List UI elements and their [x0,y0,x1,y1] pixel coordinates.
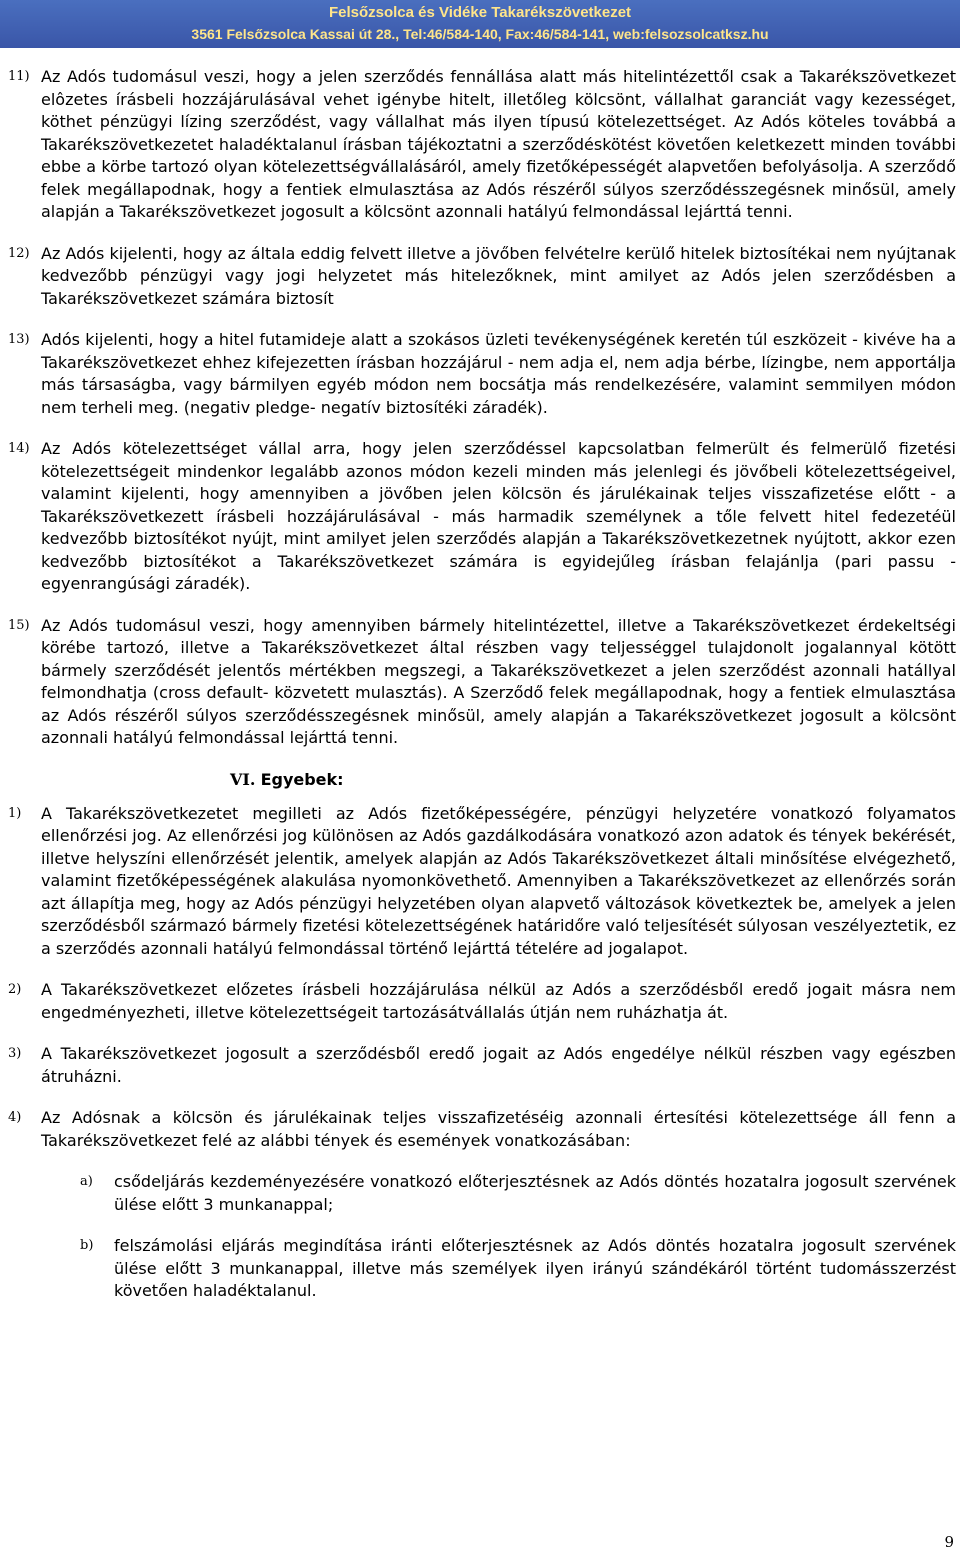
clause-14 [0,438,960,596]
clause-number: 4) [8,1110,22,1125]
clause-1 [0,803,960,961]
subitem-text: csődeljárás kezdeményezésére vonatkozó előterjesztésnek az Adós döntés hozatalra jogosult szervének ülése előtt 3 munkanappal; [114,1172,956,1214]
clause-number: 1) [8,805,22,821]
clause-13 [0,329,960,419]
organization-name: Felsőzsolca és Vidéke Takarékszövetkezet [328,4,632,21]
clause-15 [0,615,960,750]
clause-text: Az Adós tudomásul veszi, hogy a jelen szerződés fennállása alatt más hitelintézettől csak a Takarékszövetkezet elôzetes írásbeli hozzájárulásával vehet igénybe hitelt, illetőleg kölcsönt, vállalhat garanciát vagy kezességet, köthet pénzügyi lízing szerződést, vagy vállalhat más ilyen típusú kötelezettséget. Az Adós köteles továbbá a Takarékszövetkezetet haladéktalanul írásban tájékoztatni a szerződéskötést követően keletkezett minden további ebbe a körbe tartozó olyan kötelezettségvállalásáról, amely fizetőképességét alapvetően befolyásolja. A szerződő felek megállapodnak, hogy a fentiek elmulasztása az Adós részéről súlyos szerződésszegésnek minősül, amely alapján a Takarékszövetkezet jogosult a kölcsönt azonnali hatályú felmondással lejárttá tenni. [41,67,956,221]
clause-number: 2) [8,982,22,997]
subitem-letter: a) [80,1174,93,1189]
clause-number: 12) [8,245,30,261]
clause-text: A Takarékszövetkezet előzetes írásbeli hozzájárulása nélkül az Adós a szerződésből eredő jogait másra nem engedményezheti, illetve kötelezettségeit tartozásátvállalás útján nem ruházhatja át. [41,980,956,1022]
clause-number: 14) [8,441,30,456]
subitem-b [0,1235,960,1303]
section-title: Egyebek: [260,769,344,789]
clause-text: Az Adós tudomásul veszi, hogy amennyiben bármely hitelintézettel, illetve a Takarékszövetkezet érdekeltségi körébe tartozó, illetve a Takarékszövetkezet által részben vagy teljességgel tulajdonolt jogalannyal kötött bármely szerződését jelentős mértékben megszegi, a Takarékszövetkezet a jelen szerződést azonnali hatállyal felmondhatja (cross default- közvetett mulasztás). A Szerződő felek megállapodnak, hogy a fentiek elmulasztása az Adós részéről súlyos szerződésszegésnek minősül, amely alapján a Takarékszövetkezet jogosult a kölcsönt azonnali hatályú felmondással lejárttá tenni. [41,615,956,747]
clause-text: Az Adós kötelezettséget vállal arra, hogy jelen szerződéssel kapcsolatban felmerült és felmerülő fizetési kötelezettségeit mindenkor legalább azonos módon kezeli minden más jelenlegi és jövőbeli kötelezettségeivel, valamint kijelenti, hogy amennyiben a jövőben jelen kölcsön és járulékainak teljes visszafizetése előtt - a Takarékszövetkezett írásbeli hozzájárulásával - más harmadik személynek a tőle felvett hitel fedezetéül kedvezőbb biztosítékot nyújt, mint amilyet jelen szerződés alapján a Takarékszövetkezetnek nyújtott, akkor ezen kedvezőbb biztosítékot a Takarékszövetkezet számára is egyidejűleg írásban felajánlja (pari passu - egyenrangúsági záradék). [41,439,956,593]
clause-text: Az Adósnak a kölcsön és járulékainak teljes visszafizetéséig azonnali értesítési kötelezettsége áll fenn a Takarékszövetkezet felé az alábbi tények és események vonatkozásában: [41,1108,956,1150]
clause-number: 11) [8,69,30,84]
organization-contact: 3561 Felsőzsolca Kassai út 28., Tel:46/584-140, Fax:46/584-141, web:felsozsolcatksz.hu [191,26,769,42]
subitem-text: felszámolási eljárás megindítása iránti előterjesztésnek az Adós döntés hozatalra jogosult szervének ülése előtt 3 munkanappal, illetve más személyek ilyen irányú szándékáról történt tudomásszerzést követően haladéktalanul. [114,1236,956,1300]
clause-text: A Takarékszövetkezet jogosult a szerződésből eredő jogait az Adós engedélye nélkül részben vagy egészben átruházni. [41,1044,956,1086]
clause-12 [0,243,960,311]
subitem-a [0,1171,960,1216]
clause-number: 13) [8,332,30,347]
letterhead [0,0,960,50]
clause-text: Adós kijelenti, hogy a hitel futamideje alatt a szokásos üzleti tevékenységének keretén túl eszközeit - kivéve ha a Takarékszövetkezet ehhez kifejezetten írásban hozzájárul - nem adja el, nem adja bérbe, lízingbe, nem apportálja más társaságba, vagy bármilyen egyéb módon nem bocsátja más rendelkezésére, valamint semmilyen módon nem terheli meg. (negativ pledge- negatív biztosítéki záradék). [41,330,956,417]
clause-2 [0,979,960,1024]
clause-11 [0,66,960,224]
clause-3 [0,1043,960,1088]
clause-text: Az Adós kijelenti, hogy az általa eddig felvett illetve a jövőben felvételre kerülő hitelek biztosítékai nem nyújtanak kedvezőbb pénzügyi vagy jogi helyzetet más hitelezőknek, mint amilyet az Adós jelen szerződésben a Takarékszövetkezet számára biztosít [41,243,956,308]
clause-4 [0,1107,960,1152]
clause-text: A Takarékszövetkezetet megilleti az Adós fizetőképességére, pénzügyi helyzetére vonatkozó folyamatos ellenőrzési jog. Az ellenőrzési jog különösen az Adós gazdálkodására vonatkozó azon adatok és tények bekérését, illetve helyszíni ellenőrzését jelentik, amelyek alapján az Adós Takarékszövetkezet általi minősítése elvégezhető, valamint fizetőképességének alakulása nyomonkövethető. Amennyiben a Takarékszövetkezet az ellenőrzés során azt állapítja meg, hogy az Adós pénzügyi helyzetében olyan alapvető változások következtek be, amelyek a jelen szerződésből származó bármely fizetési kötelezettségének határidőre való teljesítését súlyosan veszélyeztetik, ez a szerződés azonnali hatályú felmondással történő lejárttá tételére ad jogalapot. [41,803,956,958]
subitem-letter: b) [80,1238,94,1253]
page-number: 9 [944,1533,954,1551]
clause-number: 3) [8,1046,22,1061]
clause-number: 15) [8,617,30,633]
section-heading [230,770,960,789]
section-roman-numeral: VI. [230,769,256,789]
document-body [0,66,960,1322]
